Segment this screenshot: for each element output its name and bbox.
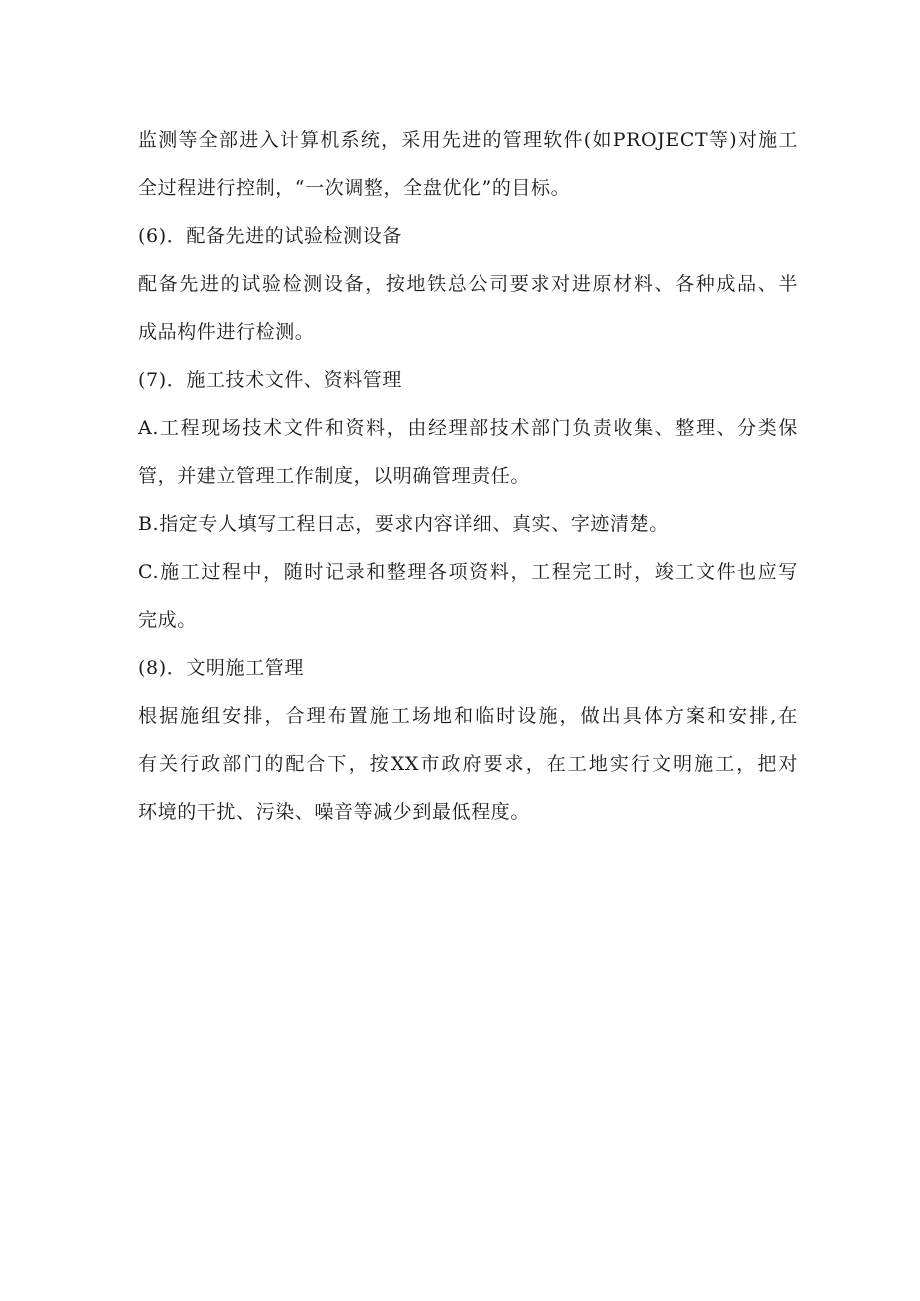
section-heading-8: (8)．文明施工管理 [138, 657, 304, 679]
paragraph-6-line-2: 成品构件进行检测。 [138, 321, 315, 343]
section-heading-6: (6)．配备先进的试验检测设备 [138, 225, 402, 247]
paragraph-6-line-1: 配备先进的试验检测设备，按地铁总公司要求对进原材料、各种成品、半 [138, 273, 798, 295]
item-c-line-1: C.施工过程中，随时记录和整理各项资料，工程完工时，竣工文件也应写 [138, 561, 798, 583]
paragraph-8-line-2: 有关行政部门的配合下，按XX市政府要求，在工地实行文明施工，把对 [138, 753, 798, 775]
item-c-line-2: 完成。 [138, 609, 197, 631]
item-a-line-1: A.工程现场技术文件和资料，由经理部技术部门负责收集、整理、分类保 [138, 417, 798, 439]
paragraph-1-line-2: 全过程进行控制，“一次调整，全盘优化”的目标。 [138, 177, 571, 199]
item-b-line-1: B.指定专人填写工程日志，要求内容详细、真实、字迹清楚。 [138, 513, 669, 535]
paragraph-8-line-3: 环境的干扰、污染、噪音等减少到最低程度。 [138, 801, 531, 823]
item-a-line-2: 管，并建立管理工作制度，以明确管理责任。 [138, 465, 531, 487]
paragraph-8-line-1: 根据施组安排，合理布置施工场地和临时设施，做出具体方案和安排,在 [138, 705, 798, 727]
section-heading-7: (7)．施工技术文件、资料管理 [138, 369, 402, 391]
paragraph-1-line-1: 监测等全部进入计算机系统，采用先进的管理软件(如PROJECT等)对施工 [138, 129, 798, 151]
